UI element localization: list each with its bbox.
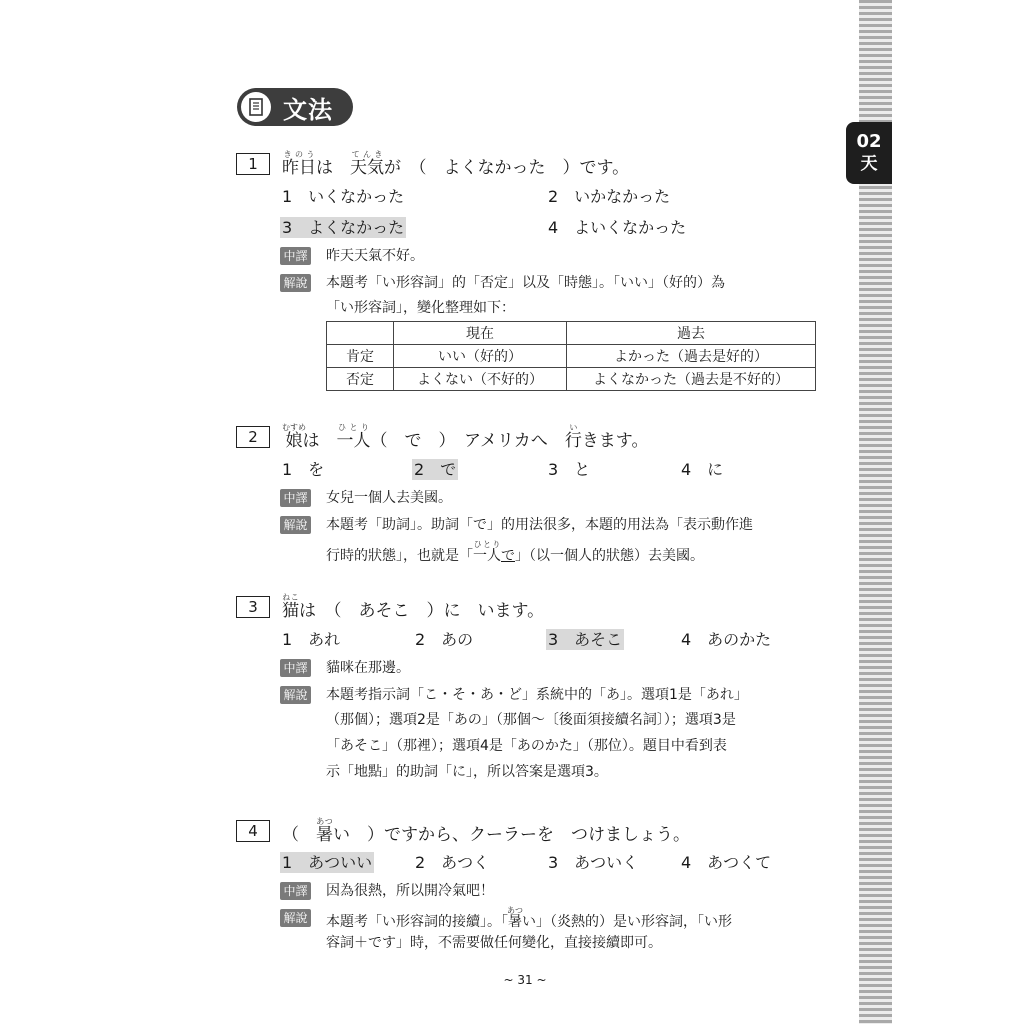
translation-badge: 中譯: [280, 489, 311, 507]
explanation-line: 本題考「い形容詞」的「否定」以及「時態」。「いい」（好的）為: [326, 275, 725, 291]
translation-text: 女兒一個人去美國。: [326, 490, 452, 506]
question-number: 2: [236, 426, 270, 448]
table-cell: よかった（過去是好的）: [567, 345, 816, 368]
option-answer: 3 よくなかった: [282, 218, 405, 237]
option: 3 あついく: [548, 853, 639, 872]
explanation-line: 本題考「助詞」。助詞「で」的用法很多，本題的用法為「表示動作進: [326, 517, 753, 533]
section-header: [237, 88, 353, 126]
ruby-word: 暑あつ: [316, 817, 333, 845]
ruby-word: 天気てんき: [350, 150, 384, 178]
option-answer: 3 あそこ: [548, 630, 623, 649]
table-cell: 現在: [394, 322, 567, 345]
question-text: 猫ねこは （ あそこ ）に います。: [282, 593, 545, 621]
option: 1 あれ: [282, 630, 341, 649]
book-icon: [241, 92, 271, 122]
explanation-line: 本題考指示詞「こ・そ・あ・ど」系統中的「あ」。選項1是「あれ」: [326, 687, 748, 703]
table-row: [327, 368, 816, 391]
table-cell: 否定: [327, 368, 394, 391]
translation-text: 貓咪在那邊。: [326, 660, 410, 676]
table-cell: よくない（不好的）: [394, 368, 567, 391]
table-header-row: [327, 322, 816, 345]
chapter-day-label: 天: [860, 154, 878, 175]
explanation-line: 行時的狀態」，也就是「一人ひとりで」（以一個人的狀態）去美國。: [326, 540, 704, 564]
explanation-line: 本題考「い形容詞的接續」。「暑あつい」（炎熱的）是い形容詞，「い形: [326, 906, 732, 930]
chapter-number: 02: [856, 131, 882, 153]
question-text: （ 暑あつい ）ですから、クーラーを つけましょう。: [282, 817, 690, 845]
table-cell: いい（好的）: [394, 345, 567, 368]
table-cell: [327, 322, 394, 345]
option: 4 あつくて: [681, 853, 772, 872]
option: 1 いくなかった: [282, 187, 405, 206]
translation-badge: 中譯: [280, 247, 311, 265]
question-text: 昨日きのうは 天気てんきが （ よくなかった ）です。: [282, 150, 630, 178]
ruby-word: 昨日きのう: [282, 150, 316, 178]
table-cell: 肯定: [327, 345, 394, 368]
table-cell: 過去: [567, 322, 816, 345]
option-answer: 1 あついい: [282, 853, 373, 872]
option: 1 を: [282, 460, 325, 479]
option: 3 と: [548, 460, 591, 479]
question-number: 1: [236, 153, 270, 175]
translation-text: 因為很熱，所以開冷氣吧！: [326, 883, 494, 899]
explanation-badge: 解說: [280, 516, 311, 534]
translation-badge: 中譯: [280, 659, 311, 677]
option-answer: 2 で: [414, 460, 457, 479]
question-number: 3: [236, 596, 270, 618]
explanation-line: 「い形容詞」，變化整理如下：: [326, 300, 515, 316]
option: 4 よいくなかった: [548, 218, 687, 237]
explanation-badge: 解說: [280, 274, 311, 292]
explanation-line: 容詞＋です」時，不需要做任何變化，直接接續即可。: [326, 935, 662, 951]
option: 4 あのかた: [681, 630, 772, 649]
option: 2 あつく: [415, 853, 490, 872]
table-cell: よくなかった（過去是不好的）: [567, 368, 816, 391]
question-text: 娘むすめは 一人ひとり（ で ） アメリカへ 行いきます。: [282, 423, 649, 451]
ruby-word: 一人ひとり: [336, 423, 371, 451]
question-number: 4: [236, 820, 270, 842]
option: 4 に: [681, 460, 724, 479]
section-title: 文法: [283, 95, 333, 124]
ruby-word: 一人ひとり: [473, 540, 501, 564]
ruby-word: 娘むすめ: [282, 423, 306, 451]
explanation-line: （那個）；選項2是「あの」（那個～〔後面須接續名詞〕）；選項3是: [326, 712, 736, 728]
table-row: [327, 345, 816, 368]
explanation-line: 示「地點」的助詞「に」，所以答案是選項3。: [326, 764, 608, 780]
ruby-word: 猫ねこ: [282, 593, 299, 621]
explanation-line: 「あそこ」（那裡）；選項4是「あのかた」（那位）。題目中看到表: [326, 738, 727, 754]
option: 2 あの: [415, 630, 474, 649]
explanation-badge: 解說: [280, 686, 311, 704]
chapter-tab: [846, 122, 892, 184]
translation-text: 昨天天氣不好。: [326, 248, 424, 264]
page-number: ~ 31 ~: [503, 973, 547, 987]
translation-badge: 中譯: [280, 882, 311, 900]
conjugation-table: [326, 321, 816, 391]
ruby-word: 暑あつ: [507, 906, 523, 930]
ruby-word: 行い: [564, 423, 582, 451]
option: 2 いかなかった: [548, 187, 671, 206]
explanation-badge: 解說: [280, 909, 311, 927]
